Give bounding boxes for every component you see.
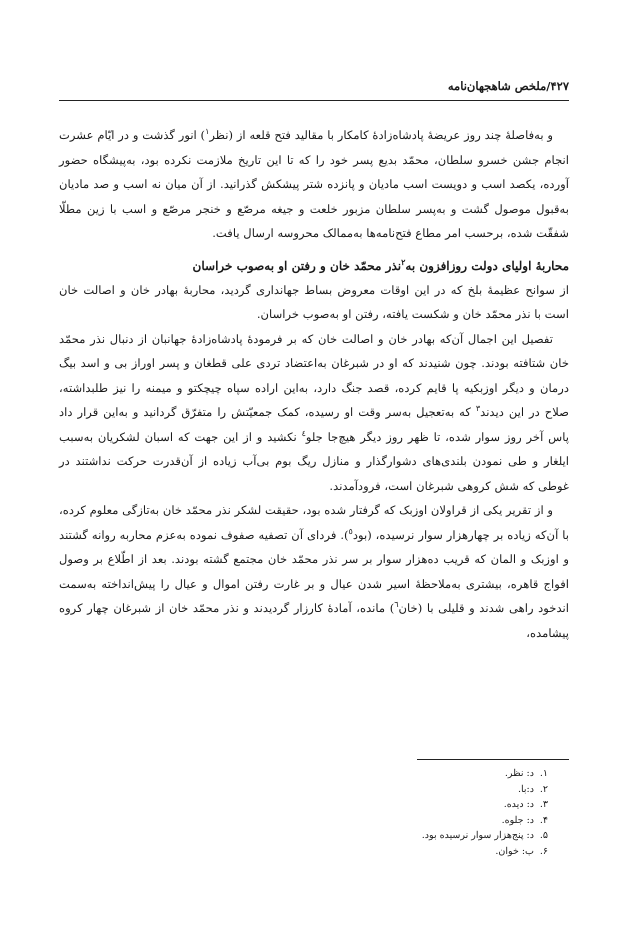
footnote-text: د: نظر.: [504, 768, 534, 779]
footnote-ref-2[interactable]: ٢: [401, 256, 406, 267]
footnote-text: د:با.: [518, 783, 534, 795]
footnotes-list: [422, 766, 548, 859]
footnote-item: [422, 828, 548, 844]
footnote-item: [422, 797, 548, 813]
text-segment: ) مانده، آمادهٔ کارزار گردیدند و نذر محمّد خان از شبرغان چهار کروه پیشامده،: [59, 601, 569, 640]
footnote-text: ب: خوان.: [495, 845, 534, 857]
footnote-text: د: جلوه.: [501, 814, 534, 826]
footnote-ref-4[interactable]: ٤: [301, 428, 306, 438]
footnote-ref-6[interactable]: ٦: [394, 600, 399, 610]
text-segment: تفصیل این اجمال آن‌که بهادر خان و اصالت خان که بر فرمودهٔ پادشاه‌زادهٔ جهانبان از دنبال نذر محمّد خان شتافته بودند. چون شنیدند که او در شبرغان به‌اعتضاد تردی علی قطغان و پسر اوراز بی و اسد بیگ درمان و دیگر اوزبکیه پا قایم کرده، قصد جنگ دارد، به‌این اراده سپاه چیچکتو و میمنه را نیز طلبداشته، صلاح در این دیدند: [59, 331, 569, 419]
footnote-number: ۴.: [539, 814, 548, 826]
footnote-number: ۶.: [539, 845, 548, 857]
footnote-ref-5[interactable]: ٥: [348, 526, 353, 536]
footnote-rule: [417, 759, 569, 760]
footnote-number: ١.: [539, 768, 548, 779]
footnote-text: د: پنج‌هزار سوار نرسیده بود.: [421, 830, 534, 841]
paragraph-3: [59, 327, 569, 499]
section-heading: [59, 254, 569, 278]
footnote-item: [422, 844, 548, 860]
footnote-item: [422, 782, 548, 798]
header-rule: [59, 100, 569, 101]
text-segment: که به‌تعجیل به‌سر وقت او رسیده، کمک جمعیّتش را متفرّق گردانید و به‌این قرار داد پاس آخر روز سوار شده، تا ظهر روز دیگر هیچ‌جا جلو: [59, 405, 569, 444]
text-segment: و از تقریر یکی از قراولان اوزبک که گرفتار شده بود، حقیقت لشکر نذر محمّد خان به‌تازگی معلوم کرده، با آن‌که زیاده بر چهارهزار سوار نرسیده، (بود: [59, 503, 569, 542]
text-segment: و به‌فاصلهٔ چند روز عریضهٔ پادشاه‌زادهٔ کامکار با مقالید فتح قلعه از (نظر: [209, 128, 553, 142]
text-segment: ) انور گذشت و در ایّام عشرت انجام جشن خسرو سلطان، محمّد بدیع پسر خود را که تا این تاریخ ملازمت نکرده بود، به‌پیشگاه حضور آورده، یکصد اسب و دویست اسب مادیان و پانزده شتر پیشکش گذرانید. از آن میان نه اسب و صد مادیان به‌قبول موصول گشت و به‌پسر سلطان مزبور خلعت و جیغه مرصّع و خنجر مرصّع و اسب با زین مطلّا شفقّت شده، برحسب امر مطاع فتح‌نامه‌ها به‌ممالک محروسه ارسال یافت.: [59, 128, 569, 240]
heading-segment: نذر محمّد خان و رفتن او به‌صوب خراسان: [192, 258, 402, 273]
text-segment: ). فردای آن تصفیه صفوف نموده به‌عزم محاربه روانه گشتند و اوزبک و المان که قریب ده‌هزار سوار بر سر نذر محمّد خان مجتمع گشته بودند. بعد از اطّلاع بر وصول افواج قاهره، بیشتری به‌ملاحظهٔ اسیر شدن عیال و بر غارت رفتن اموال و عیال را پیش‌انداخته به‌سمت اندخود راهی شدند و قلیلی با (خان: [59, 527, 569, 615]
footnote-text: د: دیده.: [503, 799, 534, 810]
heading-segment: محاربهٔ اولیای دولت روزافزون به: [405, 258, 569, 273]
paragraph-1: [59, 123, 569, 246]
main-text: [59, 123, 569, 645]
text-segment: نکشید و از این جهت که اسبان لشکریان به‌سبب ایلغار و طی نمودن بلندی‌های دشوارگذار و منازل ریگ بوم بی‌آب زیاده از آن‌قدرت حرکت نداشتند در غوطی که شش کروهی شبرغان است، فرودآمدند.: [59, 429, 569, 493]
footnote-number: ٢.: [539, 783, 548, 795]
paragraph-4: [59, 498, 569, 645]
footnote-ref-3[interactable]: ٣: [475, 404, 481, 414]
footnote-number: ٣.: [539, 799, 548, 810]
footnote-number: ۵.: [539, 830, 548, 841]
paragraph-2: از سوانح عظیمهٔ بلخ که در این اوقات معروض بساط جهانداری گردید، محاربهٔ بهادر خان و اصالت خان است با نذر محمّد خان و شکست یافته، رفتن او به‌صوب خراسان.: [59, 282, 569, 321]
footnote-ref-1[interactable]: ١: [205, 127, 210, 137]
running-title: ۴۲۷/ملخص شاهجهان‌نامه: [447, 79, 569, 93]
footnote-item: [422, 813, 548, 829]
footnote-item: [422, 766, 548, 782]
